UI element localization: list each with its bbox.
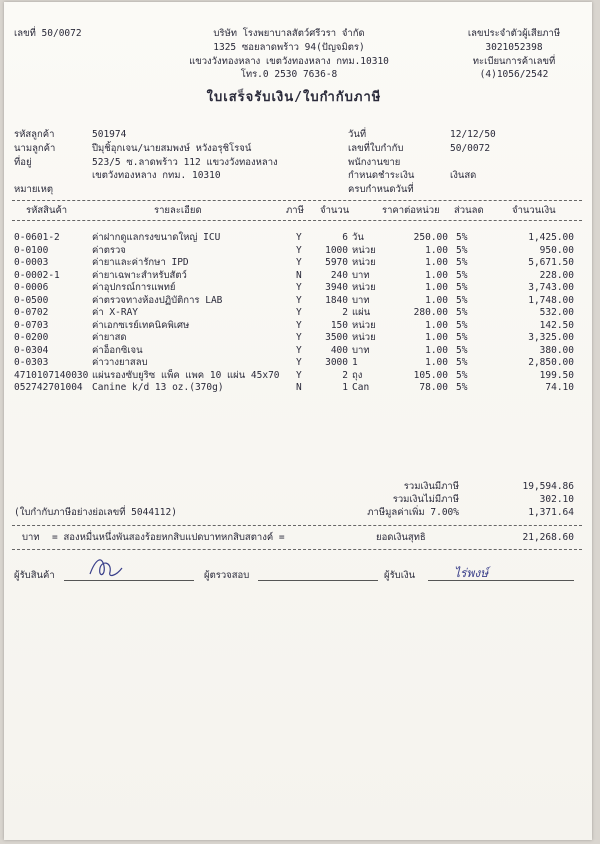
- item-unit: แผ่น: [352, 307, 371, 318]
- col-amount: จำนวนเงิน: [512, 205, 556, 216]
- item-vat: Y: [296, 369, 302, 381]
- item-qty: 3940: [325, 282, 348, 293]
- item-description: ค่า X-RAY: [92, 307, 139, 318]
- table-row: [4, 307, 592, 319]
- item-unit-price: 1.00: [425, 269, 448, 281]
- item-unit: หน่วย: [352, 319, 376, 331]
- item-unit-price: 1.00: [425, 344, 448, 356]
- item-unit-price: 1.00: [425, 332, 448, 343]
- staff-label: พนักงานขาย: [348, 157, 401, 168]
- item-qty: 1: [342, 382, 348, 393]
- col-qty: จำนวน: [320, 205, 350, 216]
- item-discount: 5%: [456, 369, 468, 381]
- vat-label: ภาษีมูลค่าเพิ่ม 7.00%: [367, 507, 459, 518]
- item-qty: 1840: [325, 294, 348, 306]
- checker-label: ผู้ตรวจสอบ: [204, 570, 250, 581]
- item-code: 0-0702: [14, 307, 49, 318]
- item-code: 0-0500: [14, 294, 49, 306]
- table-row: [4, 270, 592, 282]
- item-description: ค่าอ็อกซิเจน: [92, 344, 143, 356]
- item-unit: บาท: [352, 294, 370, 306]
- customer-code: 501974: [92, 129, 127, 140]
- item-unit: 1: [352, 357, 358, 368]
- table-row: [4, 320, 592, 332]
- item-unit-price: 250.00: [413, 232, 448, 243]
- item-qty: 6: [342, 232, 348, 243]
- item-code: 0-0003: [14, 257, 49, 268]
- customer-name-label: นามลูกค้า: [14, 143, 56, 154]
- item-unit: วัน: [352, 232, 364, 243]
- item-unit-price: 1.00: [425, 282, 448, 293]
- item-unit: ถุง: [352, 369, 363, 381]
- date-label: วันที่: [348, 129, 367, 140]
- item-unit: บาท: [352, 344, 370, 356]
- item-vat: Y: [296, 257, 302, 268]
- item-unit: หน่วย: [352, 257, 376, 268]
- item-discount: 5%: [456, 319, 468, 331]
- item-code: 4710107140030: [14, 369, 89, 381]
- item-qty: 1000: [325, 244, 348, 256]
- totals-bottom-rule: [12, 549, 582, 550]
- item-description: ค่ายาเฉพาะสำหรับสัตว์: [92, 269, 187, 281]
- item-unit: Can: [352, 382, 370, 393]
- item-code: 0-0601-2: [14, 232, 60, 243]
- item-qty: 2: [342, 307, 348, 318]
- item-code: 0-0002-1: [14, 269, 60, 281]
- company-name: บริษัท โรงพยาบาลสัตว์ศรีวรา จำกัด: [213, 28, 365, 39]
- tax-id: 3021052398: [485, 42, 543, 53]
- item-description: ค่าตรวจ: [92, 244, 126, 256]
- company-address-2: แขวงวังทองหลาง เขตวังทองหลาง กทม.10310: [189, 56, 389, 67]
- item-vat: Y: [296, 244, 302, 256]
- table-row: [4, 332, 592, 344]
- item-code: 0-0006: [14, 282, 49, 293]
- item-vat: Y: [296, 307, 302, 318]
- payment-terms: เงินสด: [450, 170, 477, 181]
- item-discount: 5%: [456, 269, 468, 281]
- company-phone: โทร.0 2530 7636-8: [240, 69, 338, 80]
- item-amount: 74.10: [545, 382, 574, 393]
- invoice-number-label: เลขที่ใบกำกับ: [348, 143, 404, 154]
- item-qty: 150: [330, 319, 348, 331]
- item-qty: 3000: [325, 357, 348, 368]
- item-code: 0-0703: [14, 319, 49, 331]
- item-unit-price: 1.00: [425, 319, 448, 331]
- customer-address-2: เขตวังทองหลาง กทม. 10310: [92, 170, 221, 181]
- table-row: [4, 382, 592, 394]
- cashier-line: [428, 580, 574, 581]
- customer-address-1: 523/5 ซ.ลาดพร้าว 112 แขวงวังทองหลาง: [92, 157, 278, 168]
- due-date-label: ครบกำหนดวันที่: [348, 184, 414, 195]
- item-amount: 199.50: [539, 369, 574, 381]
- net-total-label: ยอดเงินสุทธิ: [376, 532, 426, 543]
- table-row: [4, 370, 592, 382]
- item-unit: หน่วย: [352, 244, 376, 256]
- col-vat: ภาษี: [286, 205, 304, 216]
- item-unit: หน่วย: [352, 282, 376, 293]
- item-discount: 5%: [456, 357, 468, 368]
- item-unit-price: 105.00: [413, 369, 448, 381]
- net-total: 21,268.60: [522, 532, 574, 543]
- item-unit: หน่วย: [352, 332, 376, 343]
- cashier-signature: ไร่พงษ์: [454, 566, 489, 580]
- customer-code-label: รหัสลูกค้า: [14, 129, 55, 140]
- item-qty: 5970: [325, 257, 348, 268]
- item-code: 052742701004: [14, 382, 83, 393]
- item-discount: 5%: [456, 344, 468, 356]
- table-row: [4, 257, 592, 269]
- item-discount: 5%: [456, 244, 468, 256]
- reg-number: (4)1056/2542: [479, 69, 549, 80]
- item-description: ค่าฝากดูแลกรงขนาดใหญ่ ICU: [92, 232, 221, 243]
- payment-terms-label: กำหนดชำระเงิน: [348, 170, 415, 181]
- item-vat: Y: [296, 357, 302, 368]
- item-code: 0-0200: [14, 332, 49, 343]
- header-top-rule: [12, 200, 582, 201]
- doc-number: เลขที่ 50/0072: [14, 28, 82, 39]
- item-discount: 5%: [456, 282, 468, 293]
- reg-label: ทะเบียนการค้าเลขที่: [472, 56, 556, 67]
- item-vat: N: [296, 382, 302, 393]
- note-label: หมายเหตุ: [14, 184, 54, 195]
- cashier-label: ผู้รับเงิน: [384, 570, 416, 581]
- item-amount: 3,325.00: [528, 332, 574, 343]
- item-code: 0-0304: [14, 344, 49, 356]
- item-amount: 2,850.00: [528, 357, 574, 368]
- item-unit-price: 78.00: [419, 382, 448, 393]
- item-amount: 142.50: [539, 319, 574, 331]
- date-value: 12/12/50: [450, 129, 496, 140]
- item-unit-price: 1.00: [425, 257, 448, 268]
- item-amount: 5,671.50: [528, 257, 574, 268]
- subtotal-novat: 302.10: [539, 494, 574, 505]
- item-description: Canine k/d 13 oz.(370g): [92, 382, 224, 393]
- checker-line: [258, 580, 378, 581]
- item-description: ค่ายาสด: [92, 332, 127, 343]
- customer-name: ปีมุชิ้อุกเจน/นายสมพงษ์ หวังอรุชิโรจน์: [92, 143, 252, 154]
- subtotal-vat: 19,594.86: [522, 481, 574, 492]
- col-unit-price: ราคาต่อหน่วย: [382, 205, 440, 216]
- item-vat: Y: [296, 294, 302, 306]
- item-amount: 950.00: [539, 244, 574, 256]
- item-amount: 1,425.00: [528, 232, 574, 243]
- item-discount: 5%: [456, 232, 468, 243]
- invoice-number: 50/0072: [450, 143, 491, 154]
- receiver-line: [64, 580, 194, 581]
- item-unit-price: 1.00: [425, 357, 448, 368]
- item-qty: 2: [342, 369, 348, 381]
- item-unit: บาท: [352, 269, 370, 281]
- receiver-signature: [86, 554, 126, 582]
- item-vat: Y: [296, 282, 302, 293]
- tax-id-label: เลขประจำตัวผู้เสียภาษี: [467, 28, 561, 39]
- item-qty: 240: [330, 269, 348, 281]
- item-code: 0-0303: [14, 357, 49, 368]
- item-amount: 1,748.00: [528, 294, 574, 306]
- header-bottom-rule: [12, 220, 582, 221]
- totals-top-rule: [12, 525, 582, 526]
- item-qty: 400: [330, 344, 348, 356]
- item-vat: Y: [296, 319, 302, 331]
- subtotal-novat-label: รวมเงินไม่มีภาษี: [392, 494, 459, 505]
- item-discount: 5%: [456, 257, 468, 268]
- item-description: ค่าตรวจทางห้องปฏิบัติการ LAB: [92, 294, 223, 306]
- receipt-paper: [4, 2, 592, 840]
- table-row: [4, 232, 592, 244]
- item-description: ค่าเอกซเรย์เทคนิคพิเศษ: [92, 319, 190, 331]
- col-discount: ส่วนลด: [454, 205, 484, 216]
- words-label: บาท: [22, 532, 40, 543]
- item-vat: N: [296, 269, 302, 281]
- amount-in-words: = สองหมื่นหนึ่งพันสองร้อยหกสิบแปดบาทหกสิบสตางค์ =: [52, 532, 285, 543]
- item-discount: 5%: [456, 307, 468, 318]
- item-code: 0-0100: [14, 244, 49, 256]
- table-row: [4, 345, 592, 357]
- company-address-1: 1325 ซอยลาดพร้าว 94(ปัญจมิตร): [213, 42, 365, 53]
- col-code: รหัสสินค้า: [26, 205, 68, 216]
- table-row: [4, 245, 592, 257]
- item-qty: 3500: [325, 332, 348, 343]
- customer-address-label: ที่อยู่: [14, 157, 32, 168]
- item-description: แผ่นรองซับยูริซ แพ็ค แพค 10 แผ่น 45x70: [92, 369, 280, 381]
- short-invoice-note: (ใบกำกับภาษีอย่างย่อเลขที่ 5044112): [14, 507, 177, 518]
- table-row: [4, 295, 592, 307]
- item-amount: 532.00: [539, 307, 574, 318]
- table-row: [4, 282, 592, 294]
- document-title: ใบเสร็จรับเงิน/ใบกำกับภาษี: [206, 90, 382, 105]
- item-unit-price: 280.00: [413, 307, 448, 318]
- item-discount: 5%: [456, 382, 468, 393]
- item-unit-price: 1.00: [425, 294, 448, 306]
- item-amount: 3,743.00: [528, 282, 574, 293]
- item-vat: Y: [296, 232, 302, 243]
- col-description: รายละเอียด: [154, 205, 202, 216]
- receiver-label: ผู้รับสินค้า: [14, 570, 55, 581]
- item-discount: 5%: [456, 294, 468, 306]
- item-amount: 228.00: [539, 269, 574, 281]
- item-amount: 380.00: [539, 344, 574, 356]
- subtotal-vat-label: รวมเงินมีภาษี: [403, 481, 459, 492]
- table-row: [4, 357, 592, 369]
- item-vat: Y: [296, 332, 302, 343]
- item-unit-price: 1.00: [425, 244, 448, 256]
- item-description: ค่ายาและค่ารักษา IPD: [92, 257, 189, 268]
- item-discount: 5%: [456, 332, 468, 343]
- vat-amount: 1,371.64: [528, 507, 574, 518]
- item-description: ค่าวางยาสลบ: [92, 357, 148, 368]
- item-description: ค่าอุปกรณ์การแพทย์: [92, 282, 176, 293]
- item-vat: Y: [296, 344, 302, 356]
